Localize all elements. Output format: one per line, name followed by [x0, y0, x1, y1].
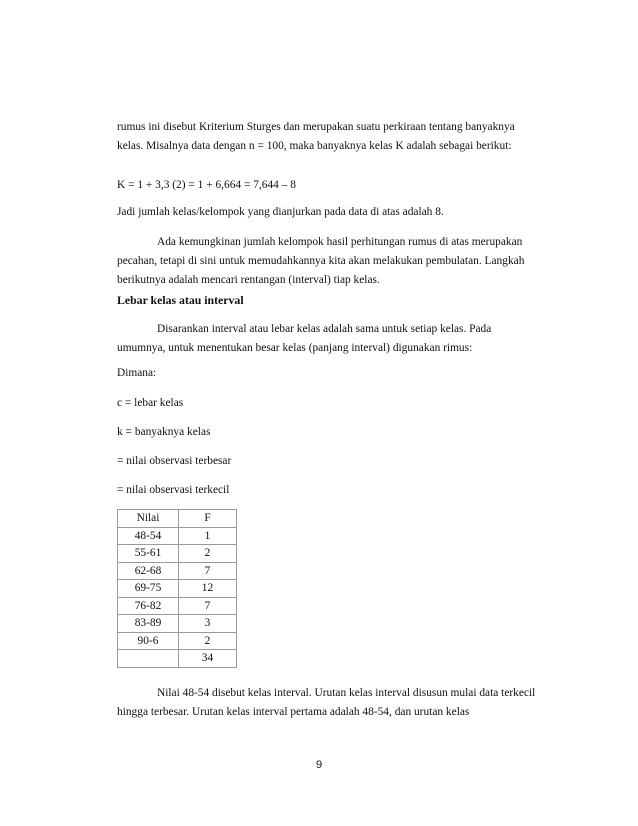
- definition-min: = nilai observasi terkecil: [117, 484, 230, 496]
- table-cell-f: 2: [179, 632, 237, 650]
- table-cell-f: 7: [179, 562, 237, 580]
- table-cell-f: 2: [179, 545, 237, 563]
- table-row: [118, 562, 237, 580]
- table-cell-total: 34: [179, 650, 237, 668]
- table-row: [118, 580, 237, 598]
- section-heading: Lebar kelas atau interval: [117, 293, 244, 307]
- table-row: [118, 597, 237, 615]
- table-row: [118, 615, 237, 633]
- table-row: [118, 545, 237, 563]
- table-cell-f: 3: [179, 615, 237, 633]
- table-cell-nilai: 76-82: [118, 597, 179, 615]
- table-cell-nilai: 90-6: [118, 632, 179, 650]
- formula-k: K = 1 + 3,3 (2) = 1 + 6,664 = 7,644 – 8: [117, 179, 296, 191]
- table-header-f: F: [179, 510, 237, 528]
- table-row: [118, 632, 237, 650]
- table-row: [118, 527, 237, 545]
- page-number: 9: [315, 759, 323, 771]
- paragraph-rounding: Ada kemungkinan jumlah kelompok hasil perhitungan rumus di atas merupakan pecahan, tetapi di sini untuk memudahkannya kita akan melakukan pembulatan. Langkah berikutnya adalah mencari rentangan (interval) tiap kelas.: [117, 236, 525, 286]
- paragraph-class-interval: Nilai 48-54 disebut kelas interval. Urutan kelas interval disusun mulai data terkecil hingga terbesar. Urutan kelas interval pertama adalah 48-54, dan urutan kelas: [117, 687, 536, 718]
- frequency-table: [117, 509, 237, 668]
- table-header-nilai: Nilai: [118, 510, 179, 528]
- paragraph-sturges: rumus ini disebut Kriterium Sturges dan merupakan suatu perkiraan tentang banyaknya kelas. Misalnya data dengan n = 100, maka banyaknya kelas K adalah sebagai berikut:: [117, 121, 515, 152]
- table-total-row: [118, 650, 237, 668]
- label-dimana: Dimana:: [117, 367, 157, 379]
- table-cell-nilai: [118, 650, 179, 668]
- table-cell-nilai: 62-68: [118, 562, 179, 580]
- table-cell-f: 1: [179, 527, 237, 545]
- table-cell-nilai: 83-89: [118, 615, 179, 633]
- table-cell-nilai: 69-75: [118, 580, 179, 598]
- definition-max: = nilai observasi terbesar: [117, 455, 232, 467]
- table-cell-f: 7: [179, 597, 237, 615]
- table-cell-nilai: 48-54: [118, 527, 179, 545]
- definition-c: c = lebar kelas: [117, 397, 184, 409]
- table-cell-nilai: 55-61: [118, 545, 179, 563]
- definition-k: k = banyaknya kelas: [117, 426, 211, 438]
- table-header-row: [118, 510, 237, 528]
- table-cell-f: 12: [179, 580, 237, 598]
- paragraph-interval: Disarankan interval atau lebar kelas adalah sama untuk setiap kelas. Pada umumnya, untuk menentukan besar kelas (panjang interval) digunakan rimus:: [117, 323, 492, 354]
- paragraph-conclusion: Jadi jumlah kelas/kelompok yang dianjurkan pada data di atas adalah 8.: [117, 206, 444, 218]
